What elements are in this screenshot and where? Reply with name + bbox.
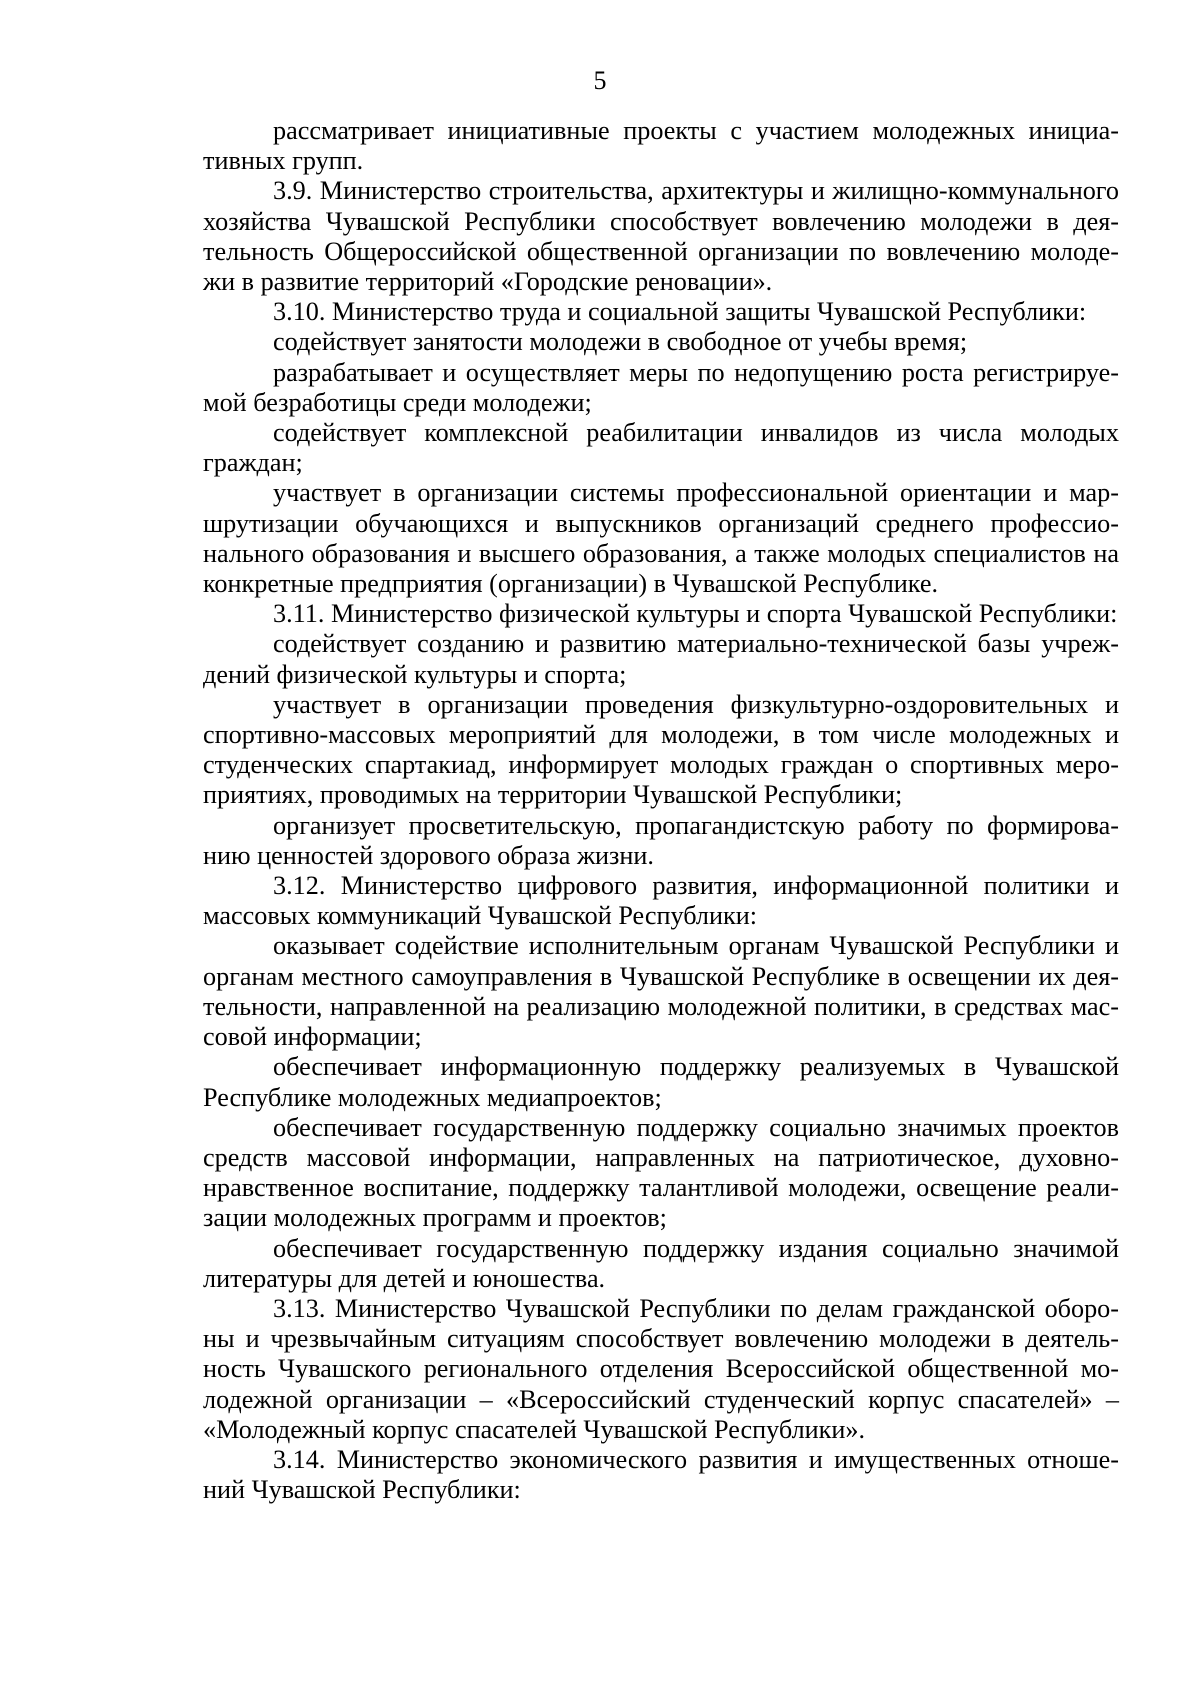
paragraph: 3.9. Министерство строительства, архитектуры и жилищно-коммунального хозяйства Чувашской Республики способствует вовлечению молодежи в деятельность Общероссийской общественной организации по вовлечению молодежи в развитие территорий «Городские реновации». — [203, 176, 1119, 297]
paragraph: обеспечивает государственную поддержку социально значимых проектов средств массовой информации, направленных на патриотическое, духовно-нравственное воспитание, поддержку талантливой молодежи, освещение реализации молодежных программ и проектов; — [203, 1112, 1119, 1233]
paragraph: 3.13. Министерство Чувашской Республики по делам гражданской обороны и чрезвычайным ситуациям способствует вовлечению молодежи в деятельность Чувашского регионального отделения Всероссийской общественной молодежной организации – «Всероссийский студенческий корпус спасателей» – «Молодежный корпус спасателей Чувашской Республики». — [203, 1293, 1119, 1444]
paragraph: участвует в организации системы профессиональной ориентации и маршрутизации обучающихся и выпускников организаций среднего профессионального образования и высшего образования, а также молодых специалистов на конкретные предприятия (организации) в Чувашской Республике. — [203, 478, 1119, 599]
paragraph: обеспечивает государственную поддержку издания социально значимой литературы для детей и юношества. — [203, 1233, 1119, 1293]
paragraph: организует просветительскую, пропагандистскую работу по формированию ценностей здорового образа жизни. — [203, 810, 1119, 870]
paragraph: участвует в организации проведения физкультурно-оздоровительных и спортивно-массовых мероприятий для молодежи, в том числе молодежных и студенческих спартакиад, информирует молодых граждан о спортивных мероприятиях, проводимых на территории Чувашской Республики; — [203, 689, 1119, 810]
document-body — [203, 116, 1119, 1505]
paragraph: содействует созданию и развитию материально-технической базы учреждений физической культуры и спорта; — [203, 629, 1119, 689]
paragraph: рассматривает инициативные проекты с участием молодежных инициативных групп. — [203, 116, 1119, 176]
paragraph: оказывает содействие исполнительным органам Чувашской Республики и органам местного самоуправления в Чувашской Республике в освещении их деятельности, направленной на реализацию молодежной политики, в средствах массовой информации; — [203, 931, 1119, 1052]
paragraph: 3.14. Министерство экономического развития и имущественных отношений Чувашской Республики: — [203, 1444, 1119, 1505]
paragraph: содействует занятости молодежи в свободное от учебы время; — [273, 327, 968, 357]
paragraph: разрабатывает и осуществляет меры по недопущению роста регистрируемой безработицы среди молодежи; — [203, 357, 1119, 417]
paragraph: 3.12. Министерство цифрового развития, информационной политики и массовых коммуникаций Чувашской Республики: — [203, 871, 1119, 931]
paragraph: 3.11. Министерство физической культуры и спорта Чувашской Республики: — [273, 599, 1118, 629]
paragraph: обеспечивает информационную поддержку реализуемых в Чувашской Республике молодежных медиапроектов; — [203, 1052, 1119, 1112]
paragraph: 3.10. Министерство труда и социальной защиты Чувашской Республики: — [273, 297, 1087, 327]
page-number: 5 — [593, 66, 607, 95]
paragraph: содействует комплексной реабилитации инвалидов из числа молодых граждан; — [203, 418, 1119, 478]
